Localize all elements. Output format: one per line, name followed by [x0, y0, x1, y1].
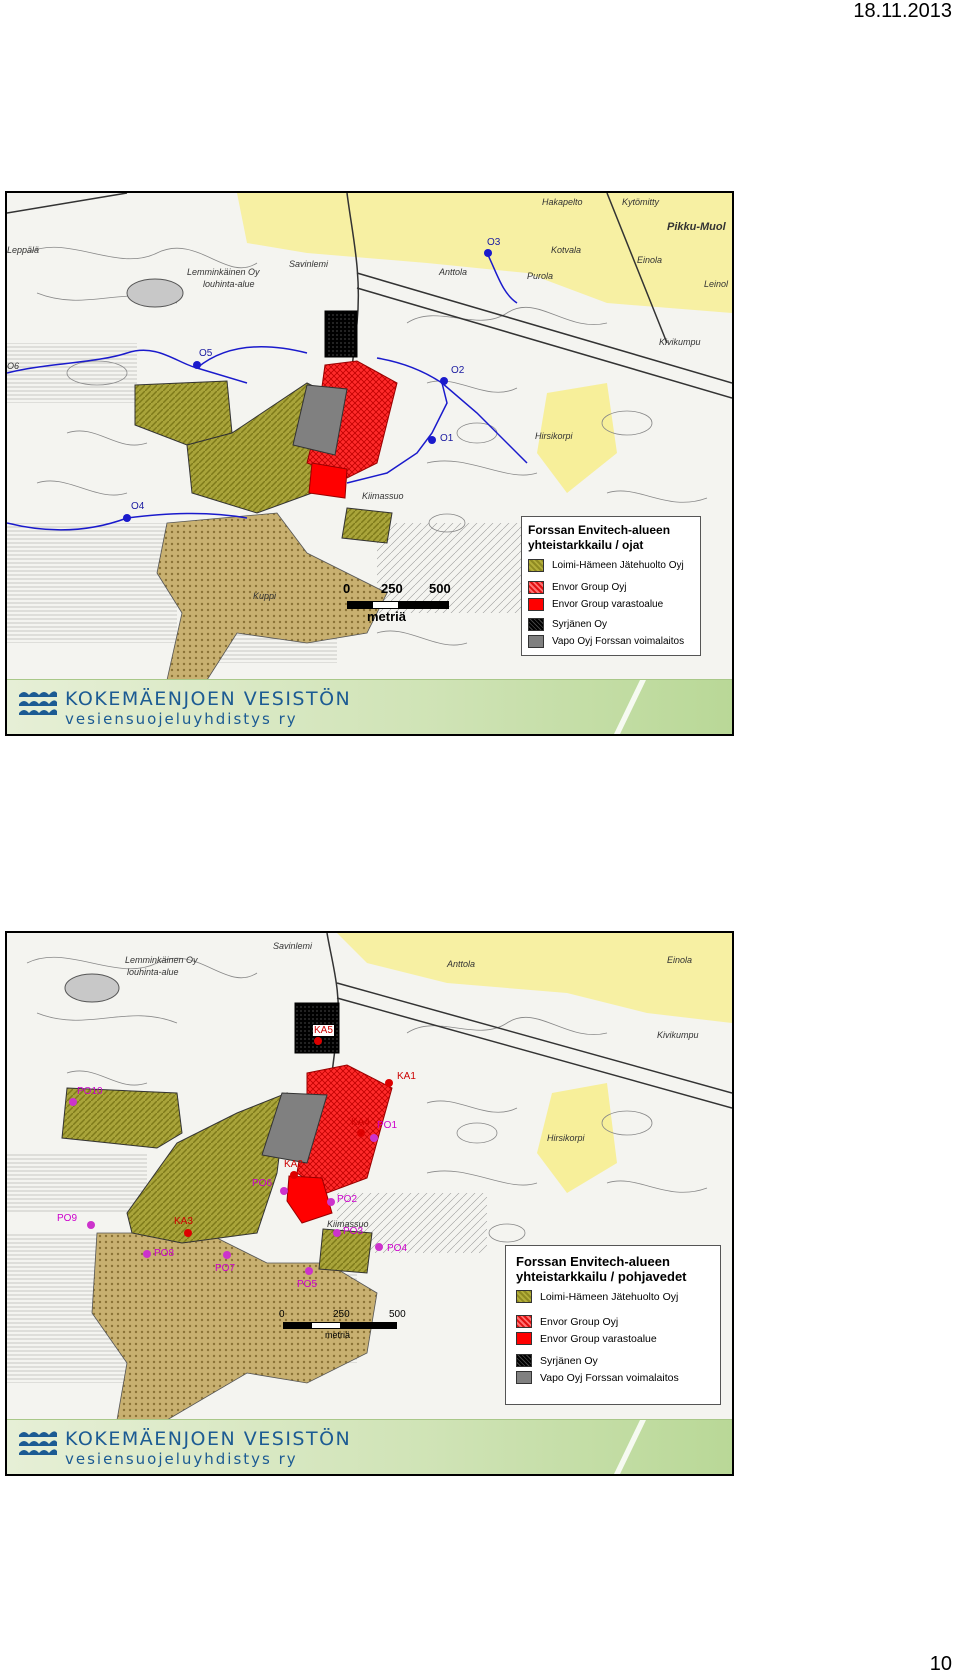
legend-label: Loimi-Hämeen Jätehuolto Oyj [552, 560, 684, 571]
place-kivikumpu: Kivikumpu [659, 337, 701, 347]
page-number: 10 [929, 1653, 952, 1675]
sample-label-po8: PO8 [154, 1248, 175, 1259]
place-einola: Einola [667, 955, 693, 965]
sample-label-po7: PO7 [215, 1263, 236, 1274]
scale-tick-500: 500 [389, 1309, 406, 1320]
place-hirsikorpi: Hirsikorpi [547, 1133, 585, 1143]
place-anttola: Anttola [439, 267, 468, 277]
scale-unit: metriä [325, 1330, 351, 1340]
legend-swatch-grey [528, 635, 544, 648]
sample-label-po9: PO9 [57, 1213, 78, 1224]
sample-label-ka2: KA2 [284, 1159, 303, 1170]
sample-label-po2: PO2 [337, 1194, 358, 1205]
legend-swatch-olive [528, 559, 544, 572]
sample-point-po7 [223, 1251, 231, 1259]
legend-title-2: yhteistarkkailu / ojat [528, 538, 644, 552]
legend-label: Vapo Oyj Forssan voimalaitos [552, 636, 685, 647]
sample-point-po5 [305, 1267, 313, 1275]
place-kuppi: Kuppi [253, 591, 277, 601]
scale-bar [337, 579, 452, 639]
legend-label: Loimi-Hämeen Jätehuolto Oyj [540, 1290, 679, 1303]
legend-label: Envor Group varastoalue [540, 1332, 657, 1345]
place-savinlemi: Savinlemi [289, 259, 329, 269]
sample-point-o2 [440, 377, 448, 385]
scale-tick-500: 500 [429, 581, 451, 596]
legend-item [528, 596, 694, 613]
place-kiimassuo: Kiimassuo [362, 491, 404, 501]
legend-label: Envor Group varastoalue [552, 599, 664, 610]
sample-point-po2 [327, 1198, 335, 1206]
footer-stripe-decoration [612, 680, 652, 734]
sample-point-ka1 [385, 1079, 393, 1087]
place-louhinta-alue: louhinta-alue [127, 967, 179, 977]
place-leinol: Leinol [704, 279, 729, 289]
slide-footer [7, 679, 732, 734]
sample-label-ka4: KA4 [351, 1117, 370, 1128]
legend-label: Envor Group Oyj [540, 1315, 619, 1328]
legend-item [528, 616, 694, 633]
sample-label-o5: O5 [199, 348, 213, 359]
scale-bar-graphic [283, 1322, 397, 1329]
legend-swatch-black [528, 618, 544, 631]
place-purola: Purola [527, 271, 554, 281]
place-pikku-muol: Pikku-Muol [667, 221, 726, 233]
legend-swatch-grey [516, 1371, 532, 1384]
legend-label: Vapo Oyj Forssan voimalaitos [540, 1371, 679, 1384]
sample-point-ka2 [290, 1171, 298, 1179]
sample-point-po8 [143, 1250, 151, 1258]
legend-item [516, 1369, 710, 1386]
sample-label-po6: PO6 [252, 1178, 273, 1189]
sample-label-po1: PO1 [377, 1120, 398, 1131]
legend-title-1: Forssan Envitech-alueen [528, 523, 671, 537]
scale-unit: metriä [367, 609, 407, 624]
sample-label-po10: PO10 [77, 1086, 103, 1097]
scale-bar-graphic [347, 601, 449, 609]
legend-swatch-red [528, 598, 544, 611]
place-leppala: Leppälä [7, 245, 40, 255]
legend-swatch-red [516, 1332, 532, 1345]
sample-point-po1 [370, 1134, 378, 1142]
date-header: 18.11.2013 [853, 0, 952, 22]
sample-label-po5: PO5 [297, 1279, 318, 1290]
place-kotvala: Kotvala [551, 245, 582, 255]
sample-point-po10 [69, 1098, 77, 1106]
place-o6: O6 [7, 361, 20, 371]
sample-label-o3: O3 [487, 237, 501, 248]
legend-item [528, 579, 694, 596]
legend-item [516, 1352, 710, 1369]
org-name-line1: KOKEMÄENJOEN VESISTÖN [65, 688, 352, 710]
sample-label-ka5: KA5 [314, 1025, 333, 1036]
place-lemminkainen: Lemminkäinen Oy [125, 955, 198, 965]
legend-title-1: Forssan Envitech-alueen [516, 1254, 670, 1269]
slide-footer [7, 1419, 732, 1474]
waves-logo-icon [17, 1431, 59, 1463]
sample-point-o4 [123, 514, 131, 522]
place-savinlemi: Savinlemi [273, 941, 313, 951]
org-name-line2: vesiensuojeluyhdistys ry [65, 710, 298, 728]
place-hakapelto: Hakapelto [542, 197, 583, 207]
scale-tick-250: 250 [333, 1309, 350, 1320]
slide-ditches-map [5, 191, 734, 736]
sample-point-po3 [333, 1229, 341, 1237]
place-kivikumpu: Kivikumpu [657, 1030, 699, 1040]
legend-groundwater [505, 1245, 721, 1405]
map-ditches [7, 193, 732, 680]
scale-bar [277, 1309, 412, 1349]
scale-tick-250: 250 [381, 581, 403, 596]
sample-label-o1: O1 [440, 433, 454, 444]
place-kytomitty: Kytömitty [622, 197, 660, 207]
scale-tick-0: 0 [343, 581, 351, 596]
legend-label: Envor Group Oyj [552, 582, 627, 593]
place-hirsikorpi: Hirsikorpi [535, 431, 573, 441]
place-anttola: Anttola [447, 959, 476, 969]
sample-point-ka3 [184, 1229, 192, 1237]
sample-point-po6 [280, 1187, 288, 1195]
legend-swatch-black [516, 1354, 532, 1367]
sample-point-ka5 [314, 1037, 322, 1045]
sample-point-o1 [428, 436, 436, 444]
legend-swatch-redx [528, 581, 544, 594]
org-name-line2: vesiensuojeluyhdistys ry [65, 1450, 298, 1468]
legend-item [516, 1313, 710, 1330]
sample-label-ka1: KA1 [397, 1071, 416, 1082]
place-louhinta-alue: louhinta-alue [203, 279, 255, 289]
sample-label-po3: PO3 [343, 1226, 364, 1237]
scale-tick-0: 0 [279, 1309, 285, 1320]
legend-ditches [521, 516, 701, 656]
place-lemminkainen: Lemminkäinen Oy [187, 267, 260, 277]
legend-item [528, 557, 694, 574]
sample-point-o3 [484, 249, 492, 257]
sample-point-o5 [193, 361, 201, 369]
footer-stripe-decoration [612, 1420, 652, 1474]
legend-item [516, 1288, 710, 1305]
legend-label: Syrjänen Oy [540, 1354, 598, 1367]
sample-label-o4: O4 [131, 501, 145, 512]
sample-label-o2: O2 [451, 365, 465, 376]
legend-title-2: yhteistarkkailu / pohjavedet [516, 1269, 687, 1284]
sample-point-po9 [87, 1221, 95, 1229]
org-name-line1: KOKEMÄENJOEN VESISTÖN [65, 1428, 352, 1450]
sample-label-po4: PO4 [387, 1243, 408, 1254]
legend-swatch-olive [516, 1290, 532, 1303]
sample-point-po4 [375, 1243, 383, 1251]
legend-swatch-redx [516, 1315, 532, 1328]
sample-point-ka4 [357, 1129, 365, 1137]
legend-label: Syrjänen Oy [552, 619, 608, 630]
sample-label-ka3: KA3 [174, 1216, 193, 1227]
place-kiimassuo: Kiimassuo [327, 1219, 369, 1229]
slide-groundwater-map [5, 931, 734, 1476]
place-einola: Einola [637, 255, 663, 265]
legend-item [516, 1330, 710, 1347]
legend-item [528, 633, 694, 650]
waves-logo-icon [17, 691, 59, 723]
map-groundwater [7, 933, 732, 1420]
